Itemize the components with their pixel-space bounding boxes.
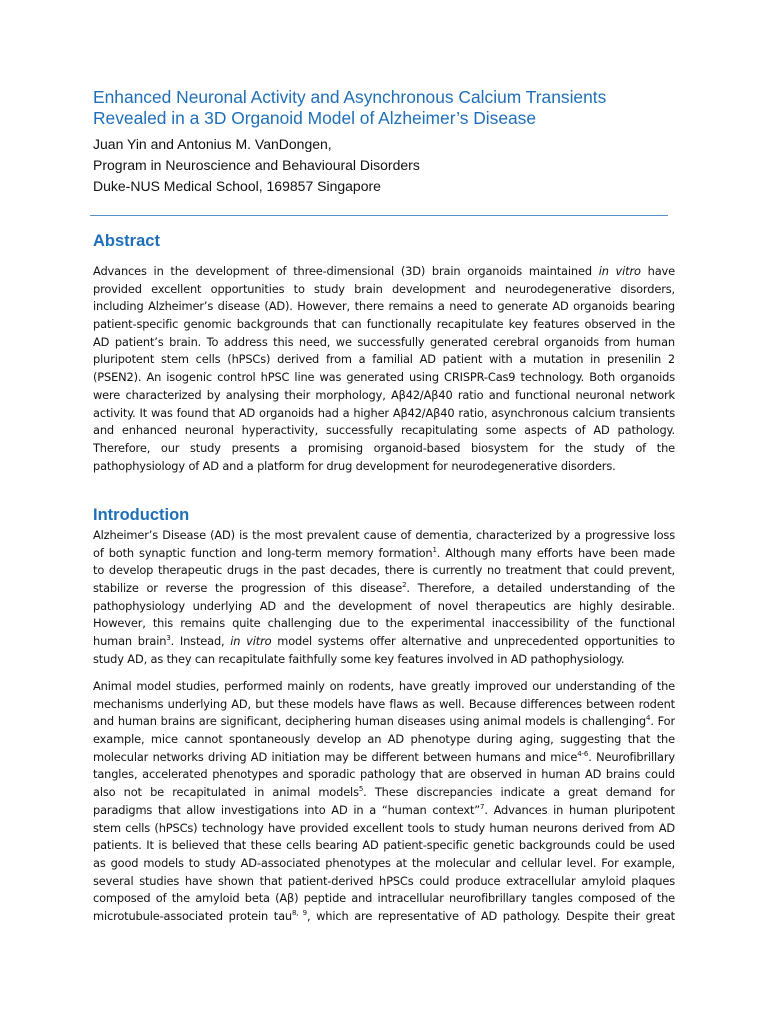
text-line: including Alzheimer’s disease (AD). However, there remains a need to generate AD organoids bearing	[93, 299, 675, 314]
text-line: patients. It is believed that these cells bearing AD patient-specific genetic backgrounds could be used	[93, 838, 675, 853]
italic-term: in vitro	[598, 264, 641, 278]
text-line: of both synaptic function and long-term memory formation$^1$. Although many efforts have been made	[93, 545, 675, 560]
text-line: also not be recapitulated in animal models$^5$. These discrepancies indicate a great demand for	[93, 785, 675, 800]
text-line: provided excellent opportunities to study brain development and neurodegenerative disorders,	[93, 281, 675, 296]
text-line: AD patient’s brain. To address this need, we successfully generated cerebral organoids from human	[93, 334, 675, 349]
introduction-paragraph-1	[93, 527, 675, 669]
text-line: tangles, accelerated phenotypes and sporadic pathology that are observed in human AD brains could	[93, 767, 675, 782]
text-line: to develop therapeutic drugs in the past decades, there is currently no treatment that could prevent,	[93, 563, 675, 578]
citation-superscript: 4	[646, 714, 651, 723]
paper-title	[93, 87, 693, 129]
text-line: example, mice cannot spontaneously develop an AD phenotype during aging, suggesting that the	[93, 732, 675, 747]
introduction-heading: Introduction	[93, 506, 190, 524]
text-line: activity. It was found that AD organoids had a higher Aβ42/Aβ40 ratio, asynchronous calcium transients	[93, 405, 675, 420]
citation-superscript: 2	[402, 581, 407, 590]
citation-superscript: 8, 9	[291, 909, 307, 918]
text-line: and enhanced neuronal hyperactivity, successfully recapitulating some aspects of AD pathology.	[93, 423, 675, 438]
citation-superscript: 4-6	[577, 749, 589, 758]
text-line: stem cells (hPSCs) technology have provided excellent tools to study human neurons derived from AD	[93, 820, 675, 835]
text-line: human brain$^3$. Instead, in vitro model systems offer alternative and unprecedented opportunities to	[93, 634, 675, 649]
introduction-body	[93, 527, 675, 926]
text-line: paradigms that allow investigations into AD in a “human context”$^7$. Advances in human pluripotent	[93, 802, 675, 817]
citation-superscript: 5	[358, 785, 364, 794]
text-line: as good models to study AD-associated phenotypes at the molecular and cellular level. For example,	[93, 855, 675, 870]
authors: Juan Yin and Antonius M. VanDongen,	[93, 136, 332, 152]
citation-superscript: 3	[166, 634, 171, 643]
text-line: composed of the amyloid beta (Aβ) peptide and intracellular neurofibrillary tangles composed of the	[93, 891, 675, 906]
title-line-1: Enhanced Neuronal Activity and Asynchronous Calcium Transients	[93, 87, 607, 107]
text-line: Therefore, our study presents a promising organoid-based biosystem for the study of the	[93, 440, 675, 455]
abstract-heading: Abstract	[93, 232, 160, 250]
citation-superscript: 1	[432, 545, 437, 554]
text-line: study AD, as they can recapitulate faithfully some key features involved in AD pathophysiology.	[93, 651, 625, 666]
citation-superscript: 7	[480, 803, 485, 812]
text-line: Alzheimer’s Disease (AD) is the most prevalent cause of dementia, characterized by a progressive loss	[93, 528, 675, 542]
title-line-2: Revealed in a 3D Organoid Model of Alzheimer’s Disease	[93, 108, 537, 128]
text-line: stabilize or reverse the progression of this disease$^2$. Therefore, a detailed understanding of the	[93, 581, 675, 596]
italic-term: in vitro	[230, 634, 272, 649]
abstract-paragraph	[93, 263, 675, 475]
text-line: several studies have shown that patient-derived hPSCs could produce extracellular amyloid plaques	[93, 873, 675, 888]
text-line: Advances in the development of three-dimensional (3D) brain organoids maintained in vitro have	[93, 264, 675, 278]
text-line: Animal model studies, performed mainly on rodents, have greatly improved our understanding of the	[93, 679, 675, 693]
affiliation-program: Program in Neuroscience and Behavioural Disorders	[93, 157, 420, 173]
author-affiliation	[93, 134, 693, 197]
text-line: (PSEN2). An isogenic control hPSC line was generated using CRISPR-Cas9 technology. Both organoids	[93, 370, 675, 385]
title-divider	[90, 215, 668, 216]
text-line: pluripotent stem cells (hPSCs) derived from a familial AD patient with a mutation in presenilin 2	[93, 352, 675, 367]
text-line: pathophysiology underlying AD and the development of novel therapeutics are highly desirable.	[93, 598, 675, 613]
text-line: molecular networks driving AD initiation may be different between humans and mice$^{4-6}$. Neurofibrillary	[93, 749, 675, 764]
introduction-paragraph-2	[93, 678, 675, 926]
affiliation-school: Duke-NUS Medical School, 169857 Singapore	[93, 178, 381, 194]
text-line: were characterized by analysing their morphology, Aβ42/Aβ40 ratio and functional neuronal network	[93, 387, 675, 402]
title-block	[93, 87, 693, 197]
text-line: However, this remains quite challenging due to the experimental inaccessibility of the functional	[93, 616, 675, 631]
text-line: mechanisms underlying AD, but these models have flaws as well. Because differences between rodent	[93, 696, 675, 711]
text-line: patient-specific genomic backgrounds that can functionally recapitulate key features observed in the	[93, 317, 675, 332]
text-line: pathophysiology of AD and a platform for drug development for neurodegenerative disorders.	[93, 458, 616, 473]
abstract-body	[93, 263, 675, 475]
text-line: and human brains are significant, deciphering human diseases using animal models is challenging$^4$. For	[93, 714, 675, 729]
text-line: microtubule-associated protein tau$^{8, 9}$, which are representative of AD pathology. Despite their great	[93, 908, 675, 923]
